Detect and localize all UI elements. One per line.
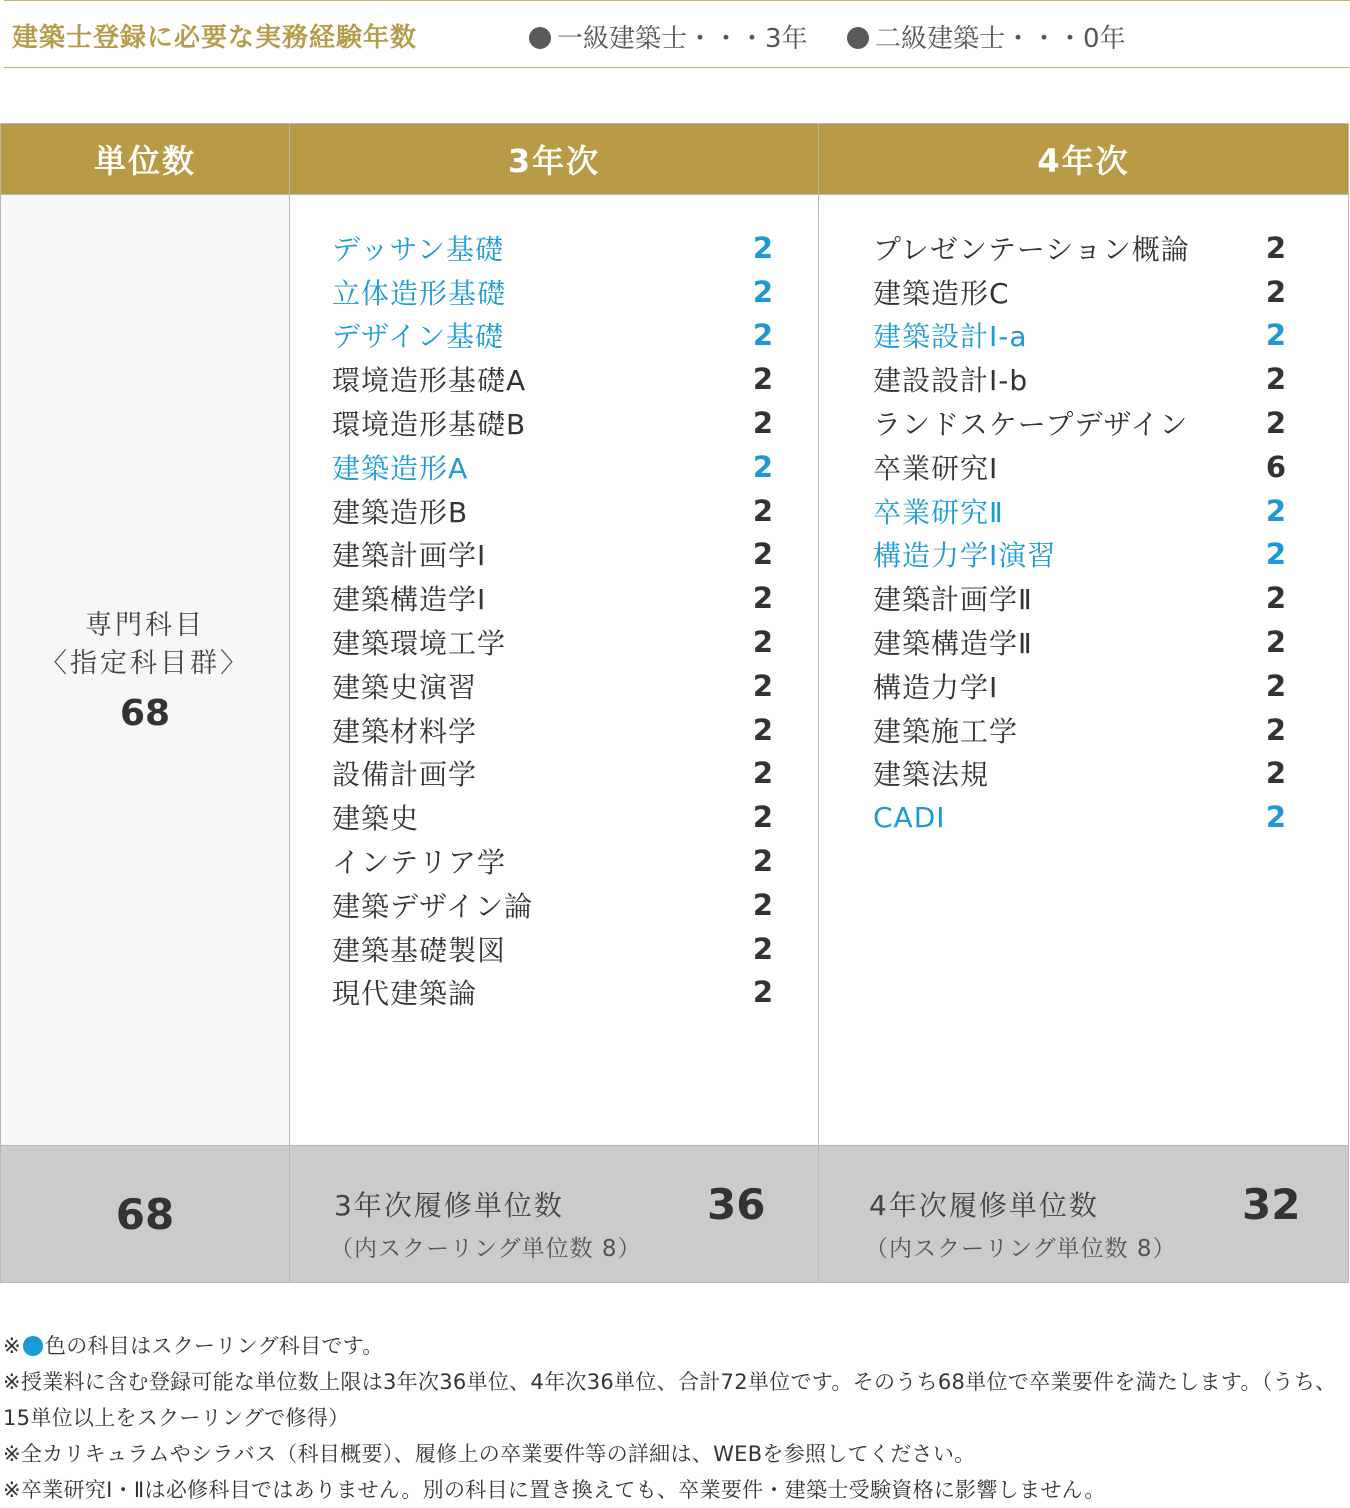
course-item (873, 489, 1287, 533)
course-credits: 2 (1265, 406, 1287, 441)
course-credits: 2 (1265, 625, 1287, 660)
course-name: 建築環境工学 (332, 627, 507, 661)
bullet-icon (847, 27, 869, 49)
course-credits: 2 (752, 230, 774, 265)
year4-course-list (819, 195, 1348, 839)
course-item (332, 445, 774, 489)
footnote-credit-limit: ※授業料に含む登録可能な単位数上限は3年次36単位、4年次36単位、合計72単位です。そのうち68単位で卒業要件を満たします。（うち、15単位以上をスクーリングで修得） (3, 1370, 1337, 1430)
course-credits: 2 (1265, 537, 1287, 572)
course-item (873, 270, 1287, 314)
course-name: インテリア学 (332, 846, 507, 880)
course-credits: 2 (752, 712, 774, 747)
header-year3: 3年次 (290, 124, 819, 195)
course-name: 建築造形C (873, 276, 1010, 310)
group-name: 専門科目 (85, 609, 205, 641)
course-item (332, 533, 774, 577)
header-year4: 4年次 (819, 124, 1349, 195)
course-name: 構造力学Ⅰ演習 (873, 539, 1057, 573)
group-units: 68 (119, 692, 171, 734)
group-subname: 〈指定科目群〉 (40, 647, 250, 679)
course-credits: 2 (752, 493, 774, 528)
course-credits: 2 (752, 800, 774, 835)
course-credits: 2 (752, 318, 774, 353)
course-credits: 2 (752, 625, 774, 660)
course-credits: 2 (752, 931, 774, 966)
year4-schooling-note: （内スクーリング単位数 8） (865, 1236, 1177, 1262)
course-credits: 2 (1265, 230, 1287, 265)
year3-total-value: 36 (707, 1180, 766, 1229)
requirement-second-class (847, 18, 1126, 55)
course-name: 建築法規 (873, 758, 990, 792)
course-credits: 2 (1265, 362, 1287, 397)
course-credits: 2 (1265, 493, 1287, 528)
course-item (873, 708, 1287, 752)
course-credits: 6 (1265, 449, 1287, 484)
course-name: 建設設計Ⅰ-b (873, 364, 1029, 398)
course-name: CADⅠ (873, 800, 946, 834)
course-item (873, 576, 1287, 620)
course-item (332, 839, 774, 883)
course-credits: 2 (752, 537, 774, 572)
footnote-mark: ※ (3, 1334, 21, 1358)
course-name: 建築計画学Ⅰ (332, 539, 487, 573)
course-credits: 2 (752, 756, 774, 791)
courses-row (1, 195, 1349, 1146)
course-credits: 2 (752, 668, 774, 703)
year4-total-label: 4年次履修単位数 (869, 1189, 1099, 1222)
course-name: 建築造形B (332, 495, 469, 529)
course-name: 建築デザイン論 (332, 889, 534, 923)
course-name: 構造力学Ⅰ (873, 670, 999, 704)
footnote-schooling-legend (3, 1328, 1348, 1364)
course-item (873, 357, 1287, 401)
course-item (873, 401, 1287, 445)
course-item (873, 620, 1287, 664)
course-item (332, 752, 774, 796)
course-name: デザイン基礎 (332, 320, 505, 354)
year3-total-cell (290, 1146, 819, 1283)
course-item (332, 927, 774, 971)
course-item (332, 576, 774, 620)
course-item (332, 489, 774, 533)
footnote-web-reference: ※全カリキュラムやシラバス（科目概要）、履修上の卒業要件等の詳細は、WEBを参照してください。 (3, 1442, 976, 1466)
course-name: 建築計画学Ⅱ (873, 583, 1033, 617)
course-name: 建築構造学Ⅱ (873, 627, 1033, 661)
course-credits: 2 (1265, 668, 1287, 703)
course-group-cell (1, 195, 290, 1146)
course-name: 設備計画学 (332, 758, 478, 792)
course-name: ランドスケープデザイン (873, 408, 1189, 442)
page-title: 建築士登録に必要な実務経験年数 (12, 23, 418, 53)
course-item (332, 620, 774, 664)
course-credits: 2 (752, 975, 774, 1010)
course-credits: 2 (752, 406, 774, 441)
course-name: 現代建築論 (332, 977, 478, 1011)
course-item (873, 752, 1287, 796)
totals-row (1, 1146, 1349, 1283)
curriculum-table (0, 123, 1349, 1283)
blue-dot-icon (23, 1336, 43, 1356)
course-name: 立体造形基礎 (332, 276, 507, 310)
course-item (332, 314, 774, 358)
course-credits: 2 (1265, 274, 1287, 309)
course-item (873, 445, 1287, 489)
course-name: 建築史 (332, 802, 420, 836)
course-credits: 2 (752, 887, 774, 922)
course-credits: 2 (1265, 800, 1287, 835)
course-item (332, 883, 774, 927)
course-item (332, 357, 774, 401)
requirement-label: 一級建築士・・・3年 (557, 24, 808, 54)
course-credits: 2 (752, 581, 774, 616)
year3-schooling-note: （内スクーリング単位数 8） (330, 1236, 642, 1262)
course-item (873, 314, 1287, 358)
course-item (332, 270, 774, 314)
course-credits: 2 (752, 844, 774, 879)
course-item (873, 533, 1287, 577)
bullet-icon (529, 27, 551, 49)
course-name: 環境造形基礎A (332, 364, 527, 398)
course-credits: 2 (1265, 756, 1287, 791)
course-credits: 2 (752, 362, 774, 397)
course-name: 建築施工学 (873, 714, 1019, 748)
course-name: 環境造形基礎B (332, 408, 527, 442)
course-item (332, 795, 774, 839)
header-units: 単位数 (1, 124, 290, 195)
table-header-row (1, 124, 1349, 195)
course-name: 建築造形A (332, 451, 469, 485)
year3-course-list (290, 195, 818, 1014)
year4-total-cell (819, 1146, 1349, 1283)
total-units: 68 (1, 1146, 290, 1283)
course-credits: 2 (752, 274, 774, 309)
course-name: プレゼンテーション概論 (873, 232, 1190, 266)
year4-total-value: 32 (1242, 1180, 1301, 1229)
course-name: 卒業研究Ⅱ (873, 495, 1004, 529)
course-item (332, 971, 774, 1015)
footnote-text: 色の科目はスクーリング科目です。 (44, 1334, 384, 1358)
year4-courses-cell (819, 195, 1349, 1146)
course-item (873, 226, 1287, 270)
course-item (332, 708, 774, 752)
course-item (873, 664, 1287, 708)
course-item (332, 401, 774, 445)
course-item (332, 664, 774, 708)
course-name: 建築史演習 (332, 670, 478, 704)
course-name: 建築基礎製図 (332, 933, 507, 967)
course-credits: 2 (1265, 712, 1287, 747)
footnotes (3, 1328, 1348, 1508)
course-name: デッサン基礎 (332, 232, 505, 266)
course-credits: 2 (1265, 318, 1287, 353)
course-credits: 2 (1265, 581, 1287, 616)
course-item (873, 795, 1287, 839)
year3-courses-cell (290, 195, 819, 1146)
course-name: 建築構造学Ⅰ (332, 583, 487, 617)
course-name: 卒業研究Ⅰ (873, 451, 999, 485)
course-name: 建築材料学 (332, 714, 478, 748)
course-credits: 2 (752, 449, 774, 484)
footnote-graduation-research: ※卒業研究Ⅰ・Ⅱは必修科目ではありません。別の科目に置き換えても、卒業要件・建築士受験資格に影響しません。 (3, 1478, 1106, 1502)
course-item (332, 226, 774, 270)
year3-total-label: 3年次履修単位数 (334, 1189, 564, 1222)
requirement-first-class (529, 18, 808, 55)
course-name: 建築設計Ⅰ-a (873, 320, 1028, 354)
requirements-bar (4, 0, 1350, 68)
requirement-label: 二級建築士・・・0年 (875, 24, 1126, 54)
